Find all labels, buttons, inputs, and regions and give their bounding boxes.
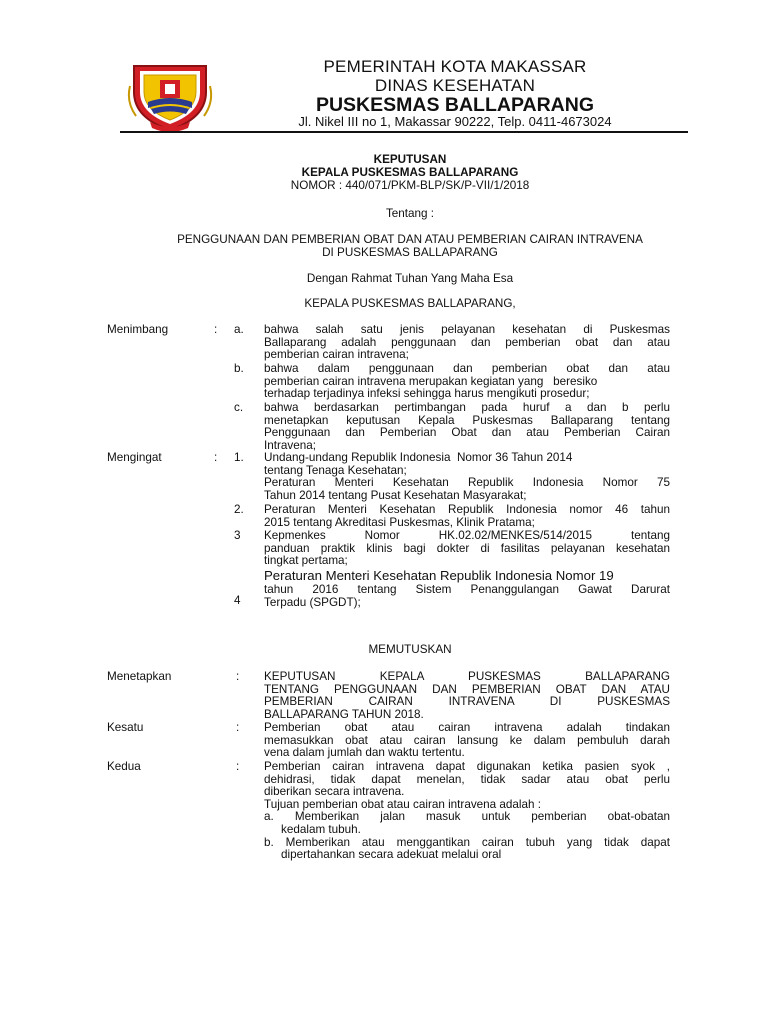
decree-blessing: Dengan Rahmat Tuhan Yang Maha Esa: [306, 272, 514, 285]
menimbang-item-b-marker: b.: [234, 362, 244, 375]
mengingat-label: Mengingat: [107, 451, 162, 464]
text-line: kedalam tubuh.: [281, 822, 361, 836]
makassar-city-crest-icon: [124, 58, 216, 134]
decree-subject-line-1: PENGGUNAAN DAN PEMBERIAN OBAT DAN ATAU PEMBERIAN CAIRAN INTRAVENA: [177, 233, 643, 246]
kedua-text: [264, 761, 670, 862]
menimbang-colon: :: [214, 323, 218, 336]
decree-signatory-title: KEPALA PUSKESMAS BALLAPARANG,: [304, 297, 516, 310]
text-line: vena dalam jumlah dan waktu tertentu.: [264, 746, 465, 760]
text-line: TENTANG PENGGUNAAN DAN PEMBERIAN OBAT DAN ATAU: [264, 682, 670, 696]
menimbang-item-a: [264, 324, 670, 362]
text-line: menetapkan keputusan Kepala Puskesmas Ballaparang tentang: [264, 413, 670, 427]
decree-subject-line-2: DI PUSKESMAS BALLAPARANG: [322, 246, 498, 259]
text-line: pemberian cairan intravena merupakan kegiatan yang beresiko: [264, 374, 598, 388]
decree-issuer: KEPALA PUSKESMAS BALLAPARANG: [301, 166, 519, 179]
mengingat-item-4: [264, 584, 670, 609]
text-line: dipertahankan secara adekuat melalui oral: [281, 848, 502, 862]
menimbang-label: Menimbang: [107, 323, 169, 336]
mengingat-item-3-marker: 3: [234, 529, 241, 542]
text-line: bahwa berdasarkan pertimbangan pada huruf a dan b perlu: [264, 401, 670, 414]
text-line: terhadap terjadinya infeksi sehingga harus mengikuti prosedur;: [264, 387, 590, 401]
menimbang-item-a-marker: a.: [234, 323, 244, 336]
decree-about: Tentang :: [385, 207, 435, 220]
city-crest-logo: [124, 58, 216, 134]
text-line: bahwa dalam penggunaan dan pemberian obat dan atau: [264, 362, 670, 375]
text-line: Peraturan Menteri Kesehatan Republik Indonesia nomor 46 tahun: [264, 503, 670, 516]
text-line: panduan praktik klinis bagi dokter di fasilitas pelayanan kesehatan: [264, 541, 670, 555]
text-line: Terpadu (SPGDT);: [264, 595, 361, 609]
mengingat-item-4-heading: Peraturan Menteri Kesehatan Republik Indonesia Nomor 19: [264, 568, 614, 583]
letterhead-divider: [120, 131, 688, 133]
text-line: Ballaparang adalah penggunaan dan pemberian obat dan atau: [264, 335, 670, 349]
letterhead-department: DINAS KESEHATAN: [374, 76, 536, 95]
text-line: 2015 tentang Akreditasi Puskesmas, Klinik Pratama;: [264, 515, 535, 529]
text-line: Peraturan Menteri Kesehatan Republik Indonesia Nomor 75: [264, 476, 670, 490]
decree-heading: KEPUTUSAN: [373, 153, 447, 166]
kedua-colon: :: [236, 760, 240, 773]
text-line: Penggunaan dan Pemberian Obat dan atau Pemberian Cairan: [264, 426, 670, 440]
text-line: Intravena;: [264, 438, 316, 452]
text-line: Kepmenkes Nomor HK.02.02/MENKES/514/2015 tentang: [264, 529, 670, 542]
mengingat-item-3: [264, 530, 670, 568]
text-line: memasukkan obat atau cairan lansung ke dalam pembuluh darah: [264, 733, 670, 747]
text-line: BALLAPARANG TAHUN 2018.: [264, 707, 424, 721]
mengingat-item-2: [264, 504, 670, 529]
mengingat-item-4-marker: 4: [234, 594, 241, 607]
menetapkan-label: Menetapkan: [107, 670, 172, 683]
text-line: diberikan secara intravena.: [264, 785, 405, 799]
text-line: Undang-undang Republik Indonesia Nomor 36 Tahun 2014: [264, 451, 573, 464]
text-line: Pemberian cairan intravena dapat digunakan ketika pasien syok ,: [264, 760, 670, 773]
text-line: PEMBERIAN CAIRAN INTRAVENA DI PUSKESMAS: [264, 695, 670, 709]
mengingat-colon: :: [214, 451, 218, 464]
text-line: bahwa salah satu jenis pelayanan kesehatan di Puskesmas: [264, 323, 670, 336]
menetapkan-colon: :: [236, 670, 240, 683]
kedua-tujuan: Tujuan pemberian obat atau cairan intravena adalah :: [264, 797, 542, 811]
mengingat-item-1-marker: 1.: [234, 451, 244, 464]
kesatu-text: [264, 722, 670, 760]
menetapkan-text: [264, 671, 670, 721]
kedua-point-a: a. Memberikan jalan masuk untuk pemberian obat-obatan: [264, 810, 670, 824]
memutuskan-heading: MEMUTUSKAN: [368, 643, 452, 656]
menimbang-item-c: [264, 402, 670, 452]
letterhead-government: PEMERINTAH KOTA MAKASSAR: [323, 57, 587, 76]
menimbang-item-b: [264, 363, 670, 401]
kesatu-colon: :: [236, 721, 240, 734]
text-line: tahun 2016 tentang Sistem Penanggulangan Gawat Darurat: [264, 583, 670, 596]
letterhead-institution: PUSKESMAS BALLAPARANG: [315, 94, 595, 116]
text-line: Tahun 2014 tentang Pusat Kesehatan Masyarakat;: [264, 488, 527, 502]
menimbang-item-c-marker: c.: [234, 401, 244, 414]
letterhead-address: Jl. Nikel III no 1, Makassar 90222, Telp. 0411-4673024: [298, 114, 612, 129]
kedua-point-b: b. Memberikan atau menggantikan cairan tubuh yang tidak dapat: [264, 835, 670, 849]
mengingat-item-1: [264, 452, 670, 502]
text-line: dehidrasi, tidak dapat menelan, tidak sadar atau obat perlu: [264, 772, 670, 786]
text-line: tentang Tenaga Kesehatan;: [264, 463, 407, 477]
decree-number: NOMOR : 440/071/PKM-BLP/SK/P-VII/1/2018: [290, 179, 530, 192]
text-line: tingkat pertama;: [264, 554, 348, 568]
kesatu-label: Kesatu: [107, 721, 144, 734]
text-line: Pemberian obat atau cairan intravena adalah tindakan: [264, 721, 670, 734]
mengingat-item-2-marker: 2.: [234, 503, 244, 516]
text-line: pemberian cairan intravena;: [264, 348, 409, 362]
kedua-label: Kedua: [107, 760, 141, 773]
text-line: KEPUTUSAN KEPALA PUSKESMAS BALLAPARANG: [264, 670, 670, 683]
